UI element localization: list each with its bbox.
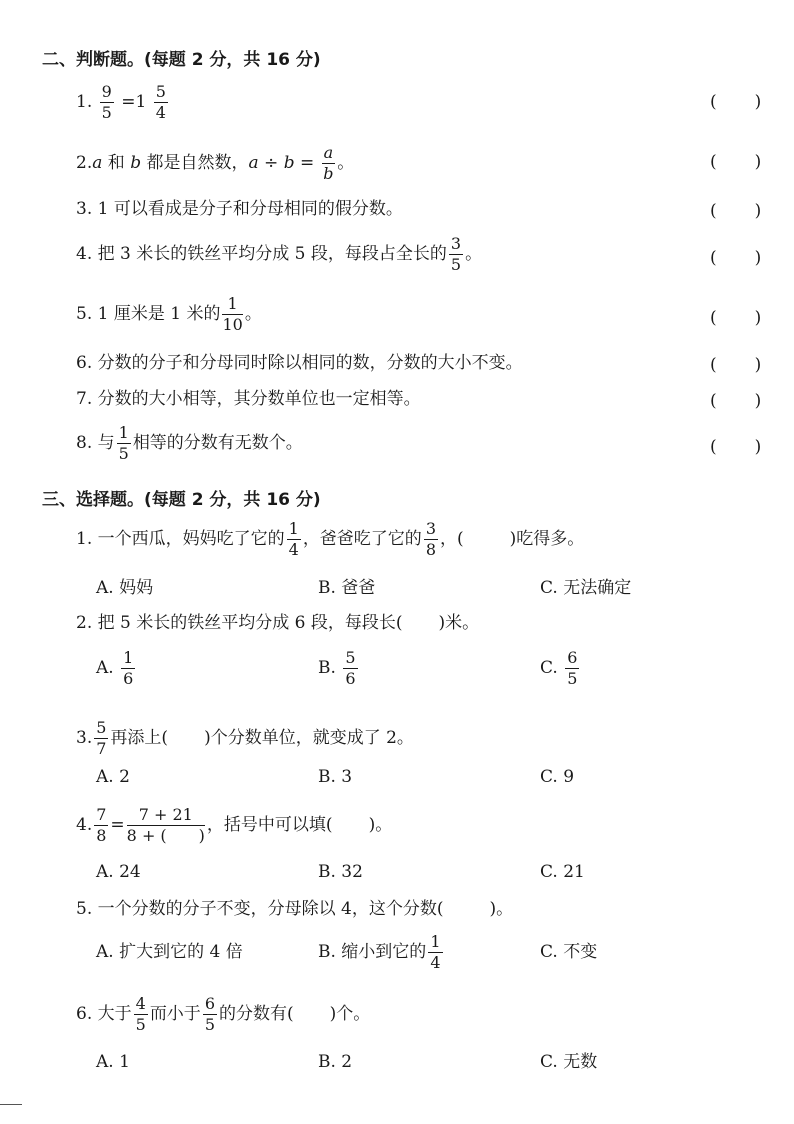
question-text: )。 — [489, 899, 514, 919]
question-text: 的分数有( — [219, 1004, 294, 1024]
paren-open: ( — [710, 437, 717, 457]
equals-text: =1 — [121, 92, 147, 112]
paren-close: ) — [754, 355, 762, 375]
paren-open: ，( — [440, 529, 464, 549]
option-a[interactable]: A. 妈妈 — [96, 578, 154, 598]
option-label: C. — [540, 658, 558, 678]
fraction — [117, 425, 131, 462]
paren-open: ( — [710, 355, 717, 375]
fraction — [100, 84, 114, 121]
denominator: 5 — [101, 103, 112, 122]
judge-q2 — [76, 145, 354, 182]
answer-blank-8[interactable] — [710, 437, 761, 457]
numerator: 4 — [135, 994, 146, 1013]
paren-close: ) — [754, 248, 762, 268]
answer-blank-6[interactable] — [710, 355, 761, 375]
question-text: 6. 大于 — [76, 1004, 132, 1024]
period: 。 — [337, 153, 355, 173]
answer-blank-4[interactable] — [710, 248, 761, 268]
question-text: 4. 把 3 米长的铁丝平均分成 5 段，每段占全长的 — [76, 244, 447, 264]
paren-open: ( — [710, 308, 717, 328]
period: 。 — [244, 304, 262, 324]
var-a: a — [248, 153, 259, 173]
option-c[interactable]: C. 9 — [540, 767, 575, 787]
option-b[interactable]: B. 3 — [318, 767, 353, 787]
question-text: 8. 与 — [76, 433, 115, 453]
paren-open: ( — [710, 92, 717, 112]
option-a[interactable]: A. 1 — [96, 1052, 130, 1072]
judge-q5 — [76, 296, 262, 333]
fraction — [449, 236, 463, 273]
option-b[interactable] — [318, 650, 360, 687]
fraction — [322, 145, 336, 182]
denominator: 10 — [222, 315, 243, 334]
numerator: 7 + 21 — [127, 807, 205, 826]
question-text: 5. 1 厘米是 1 米的 — [76, 304, 221, 324]
option-label: B. 缩小到它的 — [318, 942, 427, 962]
fraction — [203, 996, 217, 1033]
option-c[interactable]: C. 21 — [540, 862, 585, 882]
paren-open: ( — [710, 152, 717, 172]
denominator: 5 — [135, 1015, 146, 1034]
paren-close: ) — [754, 92, 762, 112]
var-b: b — [130, 153, 142, 173]
page-edge-mark — [0, 1104, 22, 1105]
numerator: a — [323, 143, 334, 162]
numerator: 5 — [345, 648, 356, 667]
choice-q4 — [76, 807, 392, 844]
option-a[interactable]: A. 扩大到它的 4 倍 — [96, 942, 243, 962]
denominator: 5 — [204, 1015, 215, 1034]
numerator: 7 — [96, 805, 107, 824]
numerator: 1 — [222, 296, 242, 315]
text: 都是自然数， — [141, 153, 249, 173]
denominator: 8 — [425, 540, 436, 559]
var-b: b — [283, 153, 295, 173]
fraction — [134, 996, 148, 1033]
answer-blank-7[interactable] — [710, 391, 761, 411]
question-text: 相等的分数有无数个。 — [132, 433, 303, 453]
choice-q5 — [76, 901, 513, 918]
numerator: 1 — [123, 648, 134, 667]
numerator: 6 — [567, 648, 578, 667]
numerator: 3 — [425, 519, 436, 538]
denominator: 8 — [96, 826, 107, 845]
paren-close: ) — [754, 201, 762, 221]
option-b[interactable]: B. 32 — [318, 862, 363, 882]
denominator: b — [323, 164, 334, 183]
equals-sign: = — [294, 153, 320, 173]
q-number: 2. — [76, 153, 93, 173]
numerator: 3 — [450, 234, 462, 253]
judge-q3: 3. 1 可以看成是分子和分母相同的假分数。 — [76, 199, 403, 219]
denominator: 4 — [430, 953, 441, 972]
option-a[interactable]: A. 2 — [96, 767, 130, 787]
answer-blank-1[interactable] — [710, 92, 761, 112]
question-text: )个分数单位，就变成了 2。 — [204, 728, 414, 748]
answer-blank-2[interactable] — [710, 152, 761, 172]
numerator: 6 — [204, 994, 215, 1013]
question-text: 1. 一个西瓜，妈妈吃了它的 — [76, 529, 285, 549]
option-c[interactable]: C. 无数 — [540, 1052, 598, 1072]
choice-q1 — [76, 521, 584, 558]
denominator: 4 — [288, 540, 299, 559]
paren-open: ( — [710, 391, 717, 411]
denominator: 8 + ( ) — [126, 826, 205, 845]
judge-q4 — [76, 236, 482, 273]
numerator: 1 — [288, 519, 299, 538]
question-text: )个。 — [329, 1004, 371, 1024]
paren-open: ( — [710, 201, 717, 221]
judge-q1 — [76, 84, 170, 121]
period: 。 — [465, 244, 483, 264]
question-text: )吃得多。 — [509, 529, 585, 549]
option-c[interactable]: C. 不变 — [540, 942, 598, 962]
option-b[interactable] — [318, 934, 445, 971]
equals-sign: = — [110, 815, 125, 835]
judge-q6: 6. 分数的分子和分母同时除以相同的数，分数的大小不变。 — [76, 353, 523, 373]
var-a: a — [92, 153, 103, 173]
fraction — [94, 720, 108, 757]
option-label: B. — [318, 658, 336, 678]
question-text: 2. 把 5 米长的铁丝平均分成 6 段，每段长( — [76, 613, 403, 633]
fraction — [154, 84, 168, 121]
divide-sign: ÷ — [258, 153, 284, 173]
numerator: 5 — [155, 82, 166, 101]
paren-close: ) — [754, 437, 762, 457]
question-text: 而小于 — [149, 1004, 201, 1024]
option-a[interactable] — [96, 650, 137, 687]
q-number: 4. — [76, 815, 93, 835]
choice-q3 — [76, 720, 414, 757]
numerator: 1 — [118, 423, 129, 442]
fraction — [94, 807, 108, 844]
judge-q7: 7. 分数的大小相等，其分数单位也一定相等。 — [76, 389, 421, 409]
choice-q6 — [76, 996, 370, 1033]
fraction — [424, 521, 438, 558]
denominator: 4 — [155, 103, 166, 122]
question-text: )米。 — [438, 613, 480, 633]
paren-open: ( — [710, 248, 717, 268]
fraction — [565, 650, 579, 687]
question-text: )。 — [368, 815, 393, 835]
option-c[interactable]: C. 无法确定 — [540, 578, 632, 598]
fraction — [127, 807, 205, 844]
paren-close: ) — [754, 391, 762, 411]
question-text: 再添上( — [110, 728, 169, 748]
question-text: ，括号中可以填( — [206, 815, 333, 835]
denominator: 7 — [96, 739, 107, 758]
paren-close: ) — [754, 308, 762, 328]
option-label: A. — [96, 658, 114, 678]
fraction — [343, 650, 357, 687]
choice-q2 — [76, 615, 479, 632]
denominator: 5 — [567, 669, 578, 688]
option-b[interactable]: B. 2 — [318, 1052, 353, 1072]
text: 和 — [102, 153, 131, 173]
denominator: 5 — [450, 255, 462, 274]
option-a[interactable]: A. 24 — [96, 862, 141, 882]
numerator: 5 — [96, 718, 107, 737]
question-text: ，爸爸吃了它的 — [302, 529, 422, 549]
fraction — [121, 650, 135, 687]
numerator: 1 — [430, 932, 441, 951]
section-judge-title: 二、判断题。(每题 2 分，共 16 分) — [42, 50, 321, 70]
question-text: 5. 一个分数的分子不变，分母除以 4，这个分数( — [76, 899, 444, 919]
paren-close: ) — [754, 152, 762, 172]
answer-blank-5[interactable] — [710, 308, 761, 328]
denominator: 6 — [123, 669, 134, 688]
q-number: 1. — [76, 92, 93, 112]
q-number: 3. — [76, 728, 93, 748]
fraction — [287, 521, 301, 558]
denominator: 5 — [118, 444, 129, 463]
numerator: 9 — [101, 82, 112, 101]
answer-blank-3[interactable] — [710, 201, 761, 221]
denominator: 6 — [345, 669, 356, 688]
fraction — [428, 934, 442, 971]
section-choice-title: 三、选择题。(每题 2 分，共 16 分) — [42, 490, 321, 510]
fraction — [222, 296, 242, 333]
option-c[interactable] — [540, 650, 581, 687]
judge-q8 — [76, 425, 303, 462]
option-b[interactable]: B. 爸爸 — [318, 578, 376, 598]
